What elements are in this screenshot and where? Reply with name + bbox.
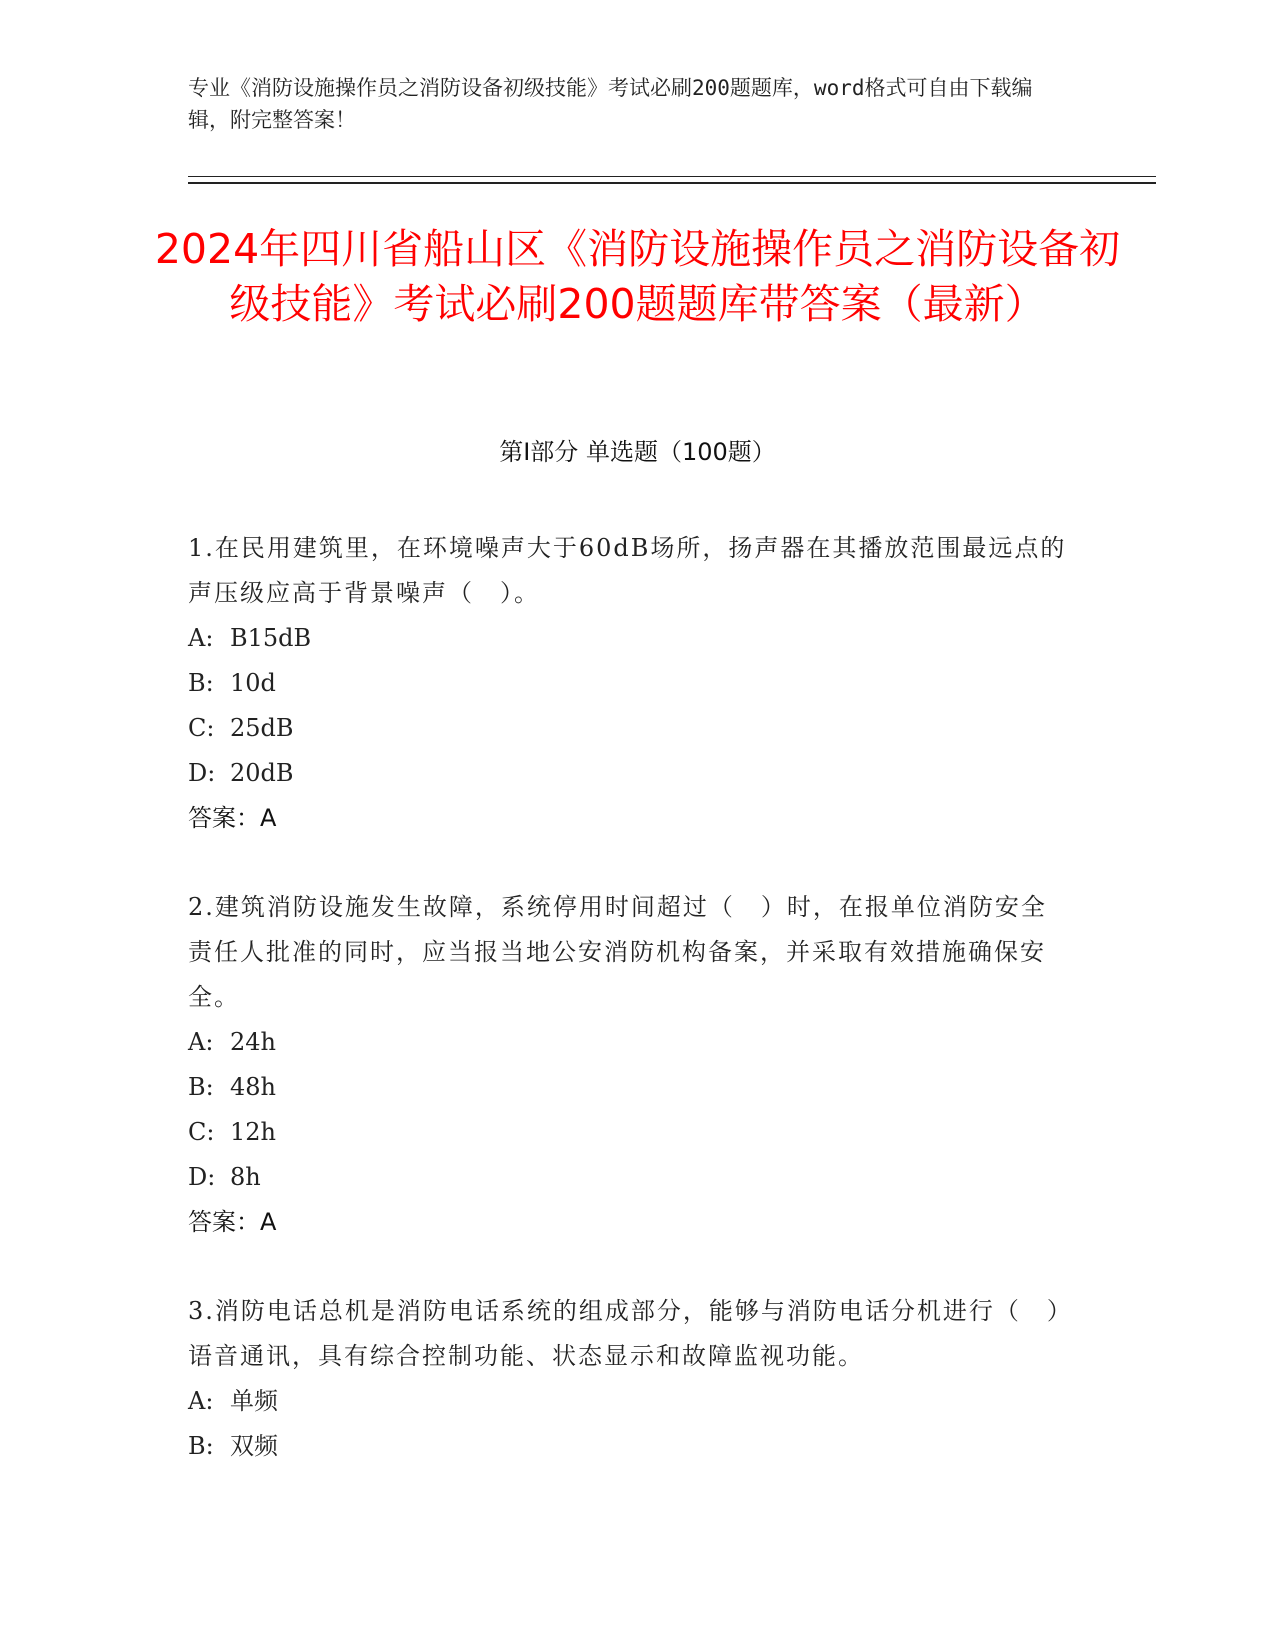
header-divider-thick [188, 182, 1156, 184]
option-text: B15dB [230, 624, 312, 652]
option-a [188, 616, 1068, 661]
document-title: 2024年四川省船山区《消防设施操作员之消防设备初级技能》考试必刷200题题库带答案（最新） [154, 225, 1121, 328]
option-b [188, 1065, 1068, 1110]
question-stem: 2.建筑消防设施发生故障，系统停用时间超过（ ）时，在报单位消防安全责任人批准的同时，应当报当地公安消防机构备案，并采取有效措施确保安全。 [188, 893, 1047, 1011]
question-1 [188, 526, 1068, 841]
option-text: 单频 [230, 1387, 278, 1415]
option-letter: D: [188, 1163, 216, 1191]
option-d [188, 1155, 1068, 1200]
option-letter: C: [188, 714, 215, 742]
option-text: 24h [230, 1028, 276, 1056]
option-text: 12h [230, 1118, 276, 1146]
option-b [188, 661, 1068, 706]
option-text: 10d [230, 669, 276, 697]
question-stem: 3.消防电话总机是消防电话系统的组成部分，能够与消防电话分机进行（ ）语音通讯，具有综合控制功能、状态显示和故障监视功能。 [188, 1297, 1061, 1370]
option-text: 25dB [230, 714, 294, 742]
option-a [188, 1020, 1068, 1065]
option-a [188, 1379, 1068, 1424]
header-note: 专业《消防设施操作员之消防设备初级技能》考试必刷200题题库，word格式可自由下载编辑，附完整答案！ [188, 76, 1033, 132]
question-stem: 1.在民用建筑里，在环境噪声大于60dB场所，扬声器在其播放范围最远点的声压级应高于背景噪声（ ）。 [188, 534, 1067, 607]
option-letter: A: [188, 1028, 214, 1056]
question-3 [188, 1289, 1068, 1469]
option-letter: B: [188, 1432, 214, 1460]
option-text: 48h [230, 1073, 276, 1101]
header-divider-thin [188, 176, 1156, 177]
option-letter: A: [188, 1387, 214, 1415]
section-heading: 第Ⅰ部分 单选题（100题） [499, 438, 776, 466]
option-letter: A: [188, 624, 214, 652]
option-text: 20dB [230, 759, 294, 787]
option-text: 双频 [230, 1432, 278, 1460]
option-letter: B: [188, 669, 214, 697]
answer-line: 答案：A [188, 804, 277, 832]
question-2 [188, 885, 1068, 1245]
option-c [188, 1110, 1068, 1155]
option-d [188, 751, 1068, 796]
answer-line: 答案：A [188, 1208, 277, 1236]
option-letter: C: [188, 1118, 215, 1146]
option-b [188, 1424, 1068, 1469]
option-letter: D: [188, 759, 216, 787]
option-c [188, 706, 1068, 751]
option-text: 8h [230, 1163, 261, 1191]
question-list [188, 526, 1068, 1513]
option-letter: B: [188, 1073, 214, 1101]
